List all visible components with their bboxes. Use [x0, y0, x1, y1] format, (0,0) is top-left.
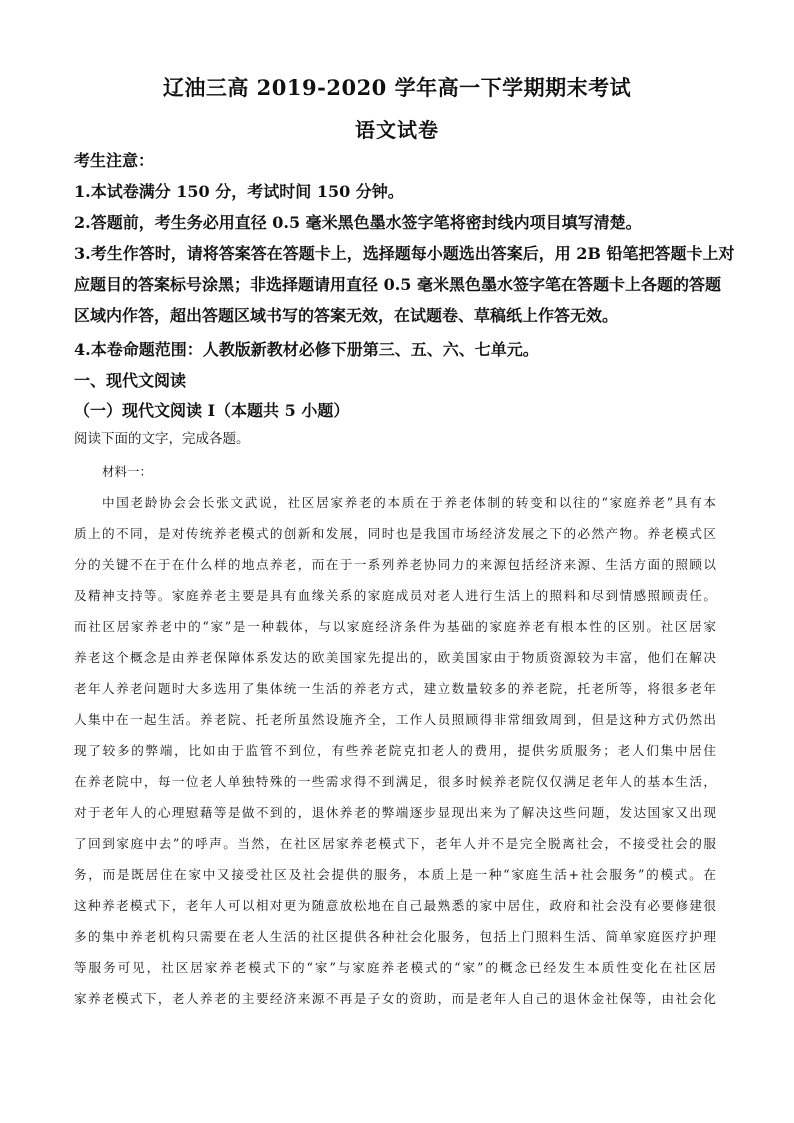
paragraph-line: 及精神支持等。家庭养老主要是具有血缘关系的家庭成员对老人进行生活上的照料和尽到情感照顾责任。 — [74, 588, 716, 603]
paragraph-line: 质上的不同，是对传统养老模式的创新和发展，同时也是我国市场经济发展之下的必然产物。养老模式区 — [74, 526, 716, 541]
exam-title: 辽油三高 2019-2020 学年高一下学期期末考试 — [162, 75, 632, 100]
section-subheading: （一）现代文阅读 I（本题共 5 小题） — [74, 401, 350, 420]
paragraph-line: 现了较多的弊端，比如由于监管不到位，有些养老院克扣老人的费用，提供劣质服务；老人们集中居住 — [74, 743, 716, 758]
notice-line: 应题目的答案标号涂黑；非选择题请用直径 0.5 毫米黑色墨水签字笔在答题卡上各题的答题 — [74, 275, 721, 294]
paragraph-line: 养老这个概念是由养老保障体系发达的欧美国家先提出的，欧美国家由于物质资源较为丰富，他们在解决 — [74, 650, 716, 665]
paragraph-line: 老年人养老问题时大多选用了集体统一生活的养老方式，建立数量较多的养老院，托老所等，将很多老年 — [74, 681, 716, 696]
paragraph-line: 家养老模式下，老人养老的主要经济来源不再是子女的资助，而是老年人自己的退休金社保等，由社会化 — [74, 991, 716, 1006]
paragraph-line: 而社区居家养老中的“家”是一种载体，与以家庭经济条件为基础的家庭养老有根本性的区别。社区居家 — [74, 619, 716, 634]
exam-subtitle: 语文试卷 — [355, 118, 439, 142]
notice-line: 1.本试卷满分 150 分，考试时间 150 分钟。 — [74, 182, 404, 201]
paragraph-line: 在养老院中，每一位老人单独特殊的一些需求得不到满足，很多时候养老院仅仅满足老年人的基本生活， — [74, 774, 716, 789]
paragraph-line: 分的关键不在于在什么样的地点养老，而在于一系列养老协同力的来源包括经济来源、生活方面的照顾以 — [74, 557, 716, 572]
paragraph-line: 中国老龄协会会长张文武说，社区居家养老的本质在于养老体制的转变和以往的“家庭养老”具有本 — [102, 495, 716, 510]
notice-line: 3.考生作答时，请将答案答在答题卡上，选择题每小题选出答案后，用 2B 铅笔把答题卡上对 — [74, 244, 735, 263]
notice-line: 区域内作答，超出答题区域书写的答案无效，在试题卷、草稿纸上作答无效。 — [74, 306, 619, 325]
paragraph-line: 人集中在一起生活。养老院、托老所虽然设施齐全，工作人员照顾得非常细致周到，但是这种方式仍然出 — [74, 712, 716, 727]
material-label: 材料一： — [102, 464, 153, 479]
notice-heading: 考生注意： — [74, 151, 155, 170]
notice-line: 2.答题前，考生务必用直径 0.5 毫米黑色墨水签字笔将密封线内项目填写清楚。 — [74, 213, 642, 232]
notice-line: 4.本卷命题范围：人教版新教材必修下册第三、五、六、七单元。 — [74, 340, 539, 359]
reading-instruction: 阅读下面的文字，完成各题。 — [74, 431, 250, 447]
paragraph-line: 对于老年人的心理慰藉等是做不到的，退休养老的弊端逐步显现出来为了解决这些问题，发达国家又出现 — [74, 805, 716, 820]
section-heading: 一、现代文阅读 — [74, 371, 187, 390]
paragraph-line: 务，而是既居住在家中又接受社区及社会提供的服务，本质上是一种“家庭生活+社会服务”的模式。在 — [74, 867, 716, 882]
paragraph-line: 了回到家庭中去”的呼声。当然，在社区居家养老模式下，老年人并不是完全脱离社会，不接受社会的服 — [74, 836, 716, 851]
paragraph-line: 这种养老模式下，老年人可以相对更为随意放松地在自己最熟悉的家中居住，政府和社会没有必要修建很 — [74, 898, 716, 913]
paragraph-line: 等服务可见，社区居家养老模式下的“家”与家庭养老模式的“家”的概念已经发生本质性变化在社区居 — [74, 960, 716, 975]
paragraph-line: 多的集中养老机构只需要在老人生活的社区提供各种社会化服务，包括上门照料生活、简单家庭医疗护理 — [74, 929, 716, 944]
